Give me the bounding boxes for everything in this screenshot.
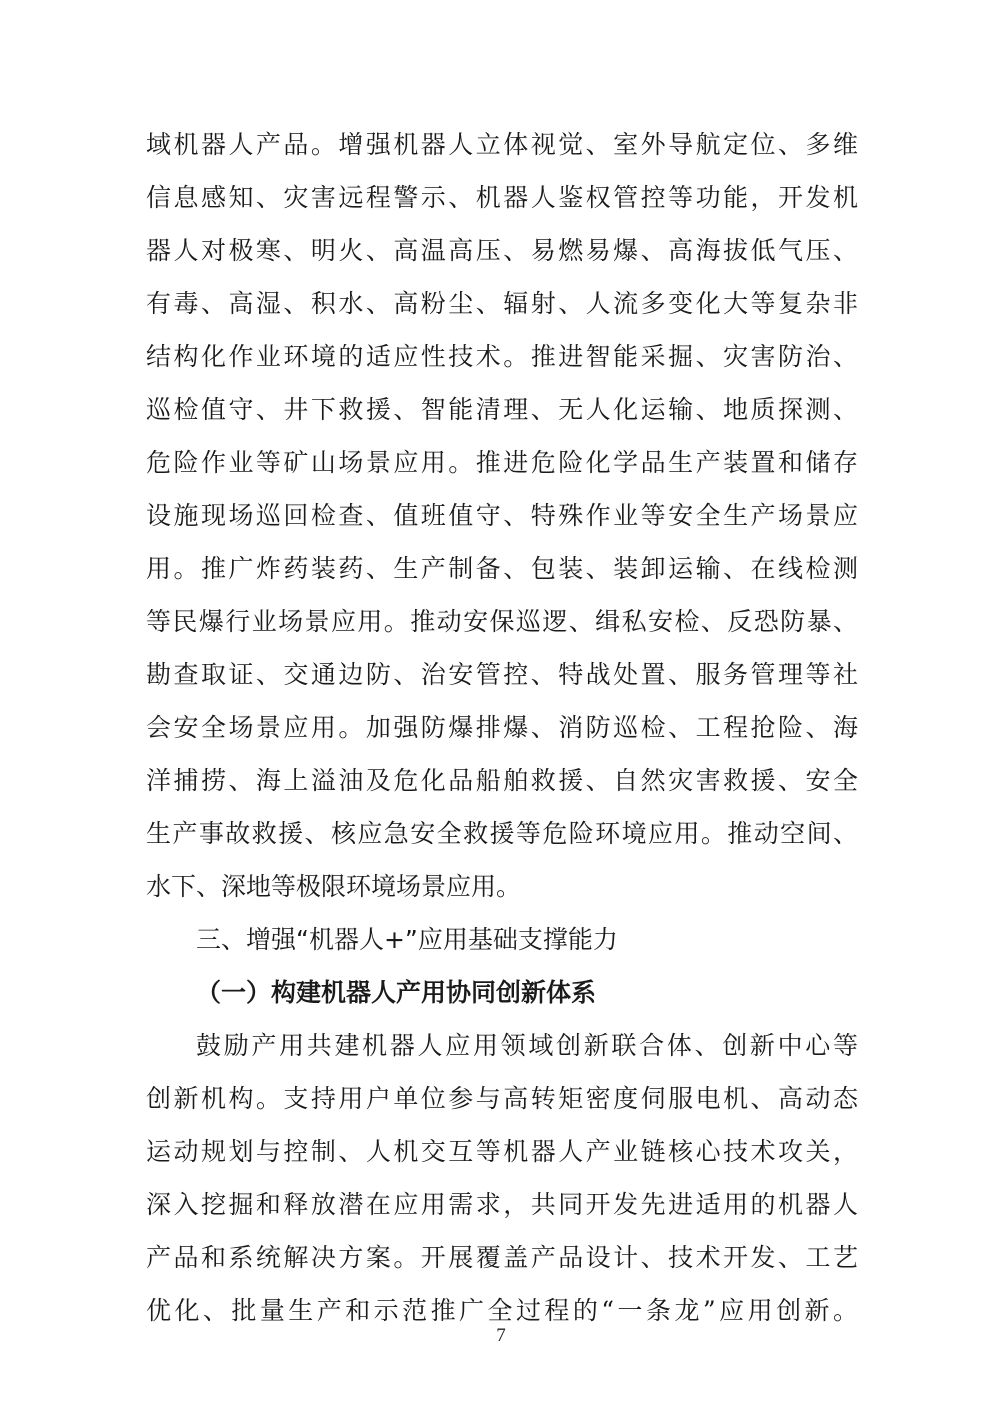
text-line: 鼓励产用共建机器人应用领域创新联合体、创新中心等 [196, 1031, 858, 1060]
text-line: 设施现场巡回检查、值班值守、特殊作业等安全生产场景应 [146, 501, 858, 530]
subsection-heading: （一）构建机器人产用协同创新体系 [196, 978, 597, 1007]
text-line: 域机器人产品。增强机器人立体视觉、室外导航定位、多维 [146, 130, 858, 159]
text-line: 结构化作业环境的适应性技术。推进智能采掘、灾害防治、 [146, 342, 858, 371]
text-line: 产品和系统解决方案。开展覆盖产品设计、技术开发、工艺 [146, 1243, 858, 1272]
text-line: 危险作业等矿山场景应用。推进危险化学品生产装置和储存 [146, 448, 858, 477]
text-line: 用。推广炸药装药、生产制备、包装、装卸运输、在线检测 [146, 554, 858, 583]
text-line: 巡检值守、井下救援、智能清理、无人化运输、地质探测、 [146, 395, 858, 424]
text-line: 器人对极寒、明火、高温高压、易燃易爆、高海拔低气压、 [146, 236, 858, 265]
text-line: 运动规划与控制、人机交互等机器人产业链核心技术攻关， [146, 1137, 858, 1166]
text-line: 深入挖掘和释放潜在应用需求，共同开发先进适用的机器人 [146, 1190, 858, 1219]
text-line: 生产事故救援、核应急安全救援等危险环境应用。推动空间、 [146, 819, 858, 848]
page-number: 7 [496, 1325, 506, 1346]
text-line: 优化、批量生产和示范推广全过程的“一条龙”应用创新。 [146, 1296, 858, 1325]
text-line: 有毒、高湿、积水、高粉尘、辐射、人流多变化大等复杂非 [146, 289, 858, 318]
text-line: 等民爆行业场景应用。推动安保巡逻、缉私安检、反恐防暴、 [146, 607, 858, 636]
text-line: 信息感知、灾害远程警示、机器人鉴权管控等功能，开发机 [146, 183, 858, 212]
text-line: 洋捕捞、海上溢油及危化品船舶救援、自然灾害救援、安全 [146, 766, 858, 795]
text-line: 创新机构。支持用户单位参与高转矩密度伺服电机、高动态 [146, 1084, 858, 1113]
text-line: 勘查取证、交通边防、治安管控、特战处置、服务管理等社 [146, 660, 858, 689]
text-line: 水下、深地等极限环境场景应用。 [146, 872, 522, 901]
text-line: 会安全场景应用。加强防爆排爆、消防巡检、工程抢险、海 [146, 713, 858, 742]
section-heading: 三、增强“机器人+”应用基础支撑能力 [196, 925, 618, 954]
